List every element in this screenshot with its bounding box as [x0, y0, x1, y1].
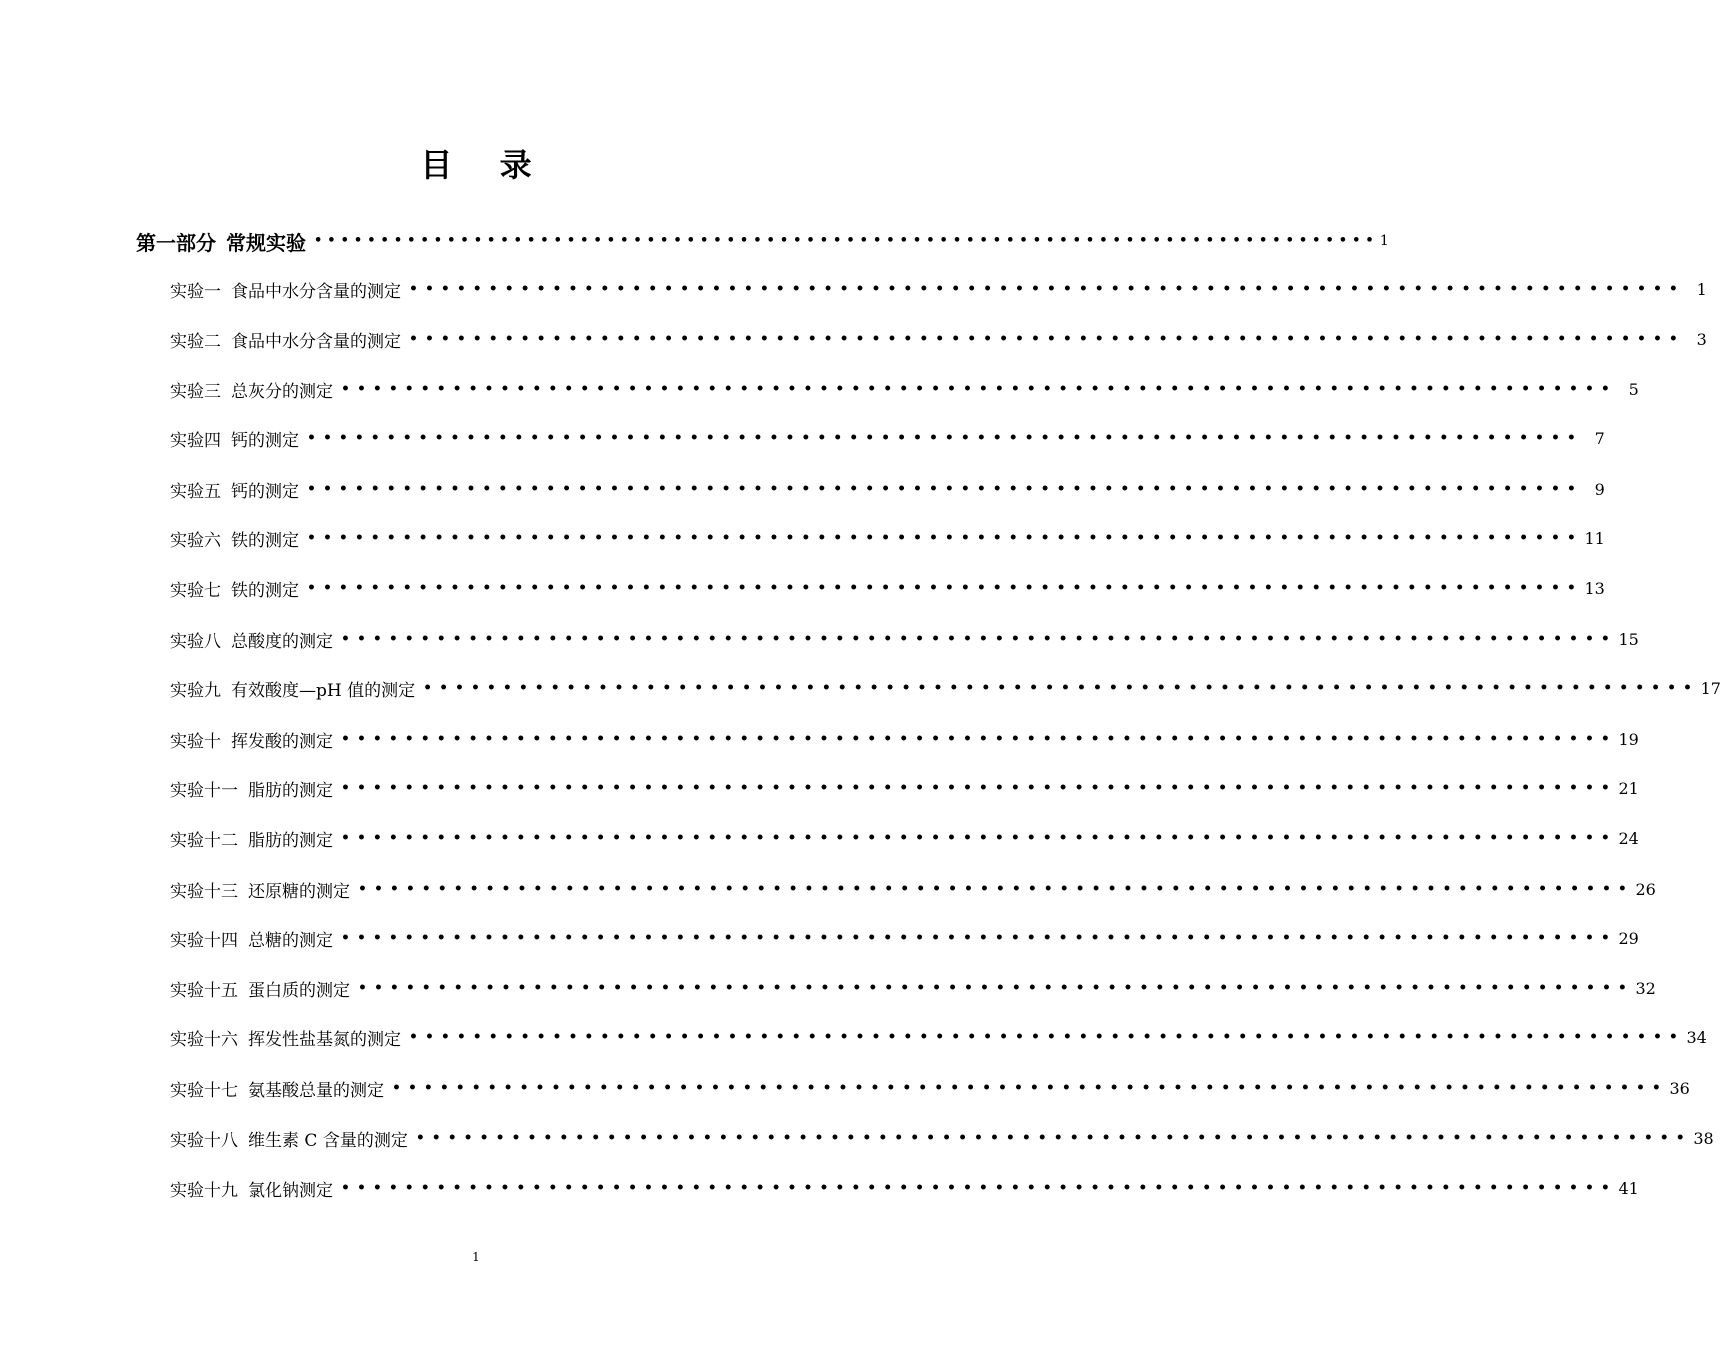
entry-number: 实验十六	[170, 1029, 238, 1050]
dot-leader: ••••••••••••••••••••••••••••••••••••••••••••••••••••••••••••••••••••••••••••••••	[341, 731, 1617, 747]
entry-name: 总灰分的测定	[231, 381, 333, 402]
dot-leader: ••••••••••••••••••••••••••••••••••••••••••••••••••••••••••••••••••••••••••••••••	[423, 680, 1699, 696]
toc-entry[interactable]	[170, 374, 1639, 404]
entry-text	[170, 727, 341, 752]
dot-leader: ••••••••••••••••••••••••••••••••••••••••••••••••••••••••••••••••••••••••••••••••	[358, 980, 1634, 996]
entry-number: 实验二	[170, 331, 221, 352]
entry-page-number: 9	[1594, 479, 1605, 499]
entry-text	[170, 926, 341, 951]
entry-text	[170, 426, 307, 451]
entry-name: 氨基酸总量的测定	[248, 1080, 384, 1101]
entry-number: 实验九	[170, 680, 221, 701]
entry-name: 有效酸度—pH 值的测定	[231, 680, 416, 701]
entry-number: 实验五	[170, 481, 221, 502]
toc-entry[interactable]	[170, 874, 1656, 904]
entry-name: 食品中水分含量的测定	[231, 331, 401, 352]
entry-page-number: 41	[1618, 1178, 1639, 1198]
entry-text	[170, 976, 358, 1001]
entry-text	[170, 826, 341, 851]
toc-entry[interactable]	[170, 474, 1605, 504]
toc-entry[interactable]	[170, 1022, 1707, 1052]
entry-name: 食品中水分含量的测定	[231, 281, 401, 302]
dot-leader: ••••••••••••••••••••••••••••••••••••••••••••••••••••••••••••••••••••••••••••••••	[415, 1130, 1692, 1146]
entry-name: 钙的测定	[231, 481, 299, 502]
dot-leader: ••••••••••••••••••••••••••••••••••••••••••••••••••••••••••••••••••••••••••••••••	[358, 881, 1634, 897]
entry-number: 实验七	[170, 580, 221, 601]
entry-name: 铁的测定	[231, 580, 299, 601]
dot-leader: ••••••••••••••••••••••••••••••••••••••••••••••••••••••••••••••••••••••••••••••••	[409, 281, 1685, 297]
part-text	[136, 227, 314, 256]
entry-name: 维生素 C 含量的测定	[248, 1130, 408, 1151]
entry-text	[170, 776, 341, 801]
entry-page-number: 19	[1618, 729, 1639, 749]
entry-number: 实验十八	[170, 1130, 238, 1151]
entry-number: 实验十一	[170, 780, 238, 801]
toc-part-entry[interactable]	[136, 226, 1389, 256]
entry-page-number: 11	[1584, 528, 1605, 548]
toc-title: 目 录	[420, 146, 550, 184]
entry-page-number: 5	[1628, 379, 1639, 399]
entry-name: 钙的测定	[231, 430, 299, 451]
entry-page-number: 3	[1696, 329, 1707, 349]
entry-text	[170, 1126, 416, 1151]
toc-entry[interactable]	[170, 724, 1639, 754]
entry-text	[170, 1076, 392, 1101]
entry-number: 实验十五	[170, 980, 238, 1001]
dot-leader: ••••••••••••••••••••••••••••••••••••••••••••••••••••••••••••••••••••••••••••••••	[307, 481, 1583, 497]
entry-page-number: 17	[1700, 678, 1721, 698]
entry-name: 铁的测定	[231, 530, 299, 551]
toc-entry[interactable]	[170, 823, 1639, 853]
toc-entry[interactable]	[170, 1173, 1639, 1203]
entry-text	[170, 477, 307, 502]
entry-number: 实验一	[170, 281, 221, 302]
dot-leader: ••••••••••••••••••••••••••••••••••••••••••••••••••••••••••••••••••••••••••••••••	[307, 530, 1583, 546]
entry-page-number: 26	[1635, 879, 1656, 899]
toc-entry[interactable]	[170, 673, 1721, 703]
entry-page-number: 32	[1635, 978, 1656, 998]
toc-entry[interactable]	[170, 274, 1707, 304]
entry-number: 实验十三	[170, 881, 238, 902]
entry-number: 实验十二	[170, 830, 238, 851]
entry-page-number: 36	[1669, 1078, 1690, 1098]
entry-name: 总酸度的测定	[231, 631, 333, 652]
entry-text	[170, 576, 307, 601]
entry-number: 实验十九	[170, 1180, 238, 1201]
toc-entry[interactable]	[170, 423, 1605, 453]
entry-name: 蛋白质的测定	[248, 980, 350, 1001]
dot-leader: ••••••••••••••••••••••••••••••••••••••••••••••••••••••••••••••••••••••••••••••••	[307, 430, 1583, 446]
entry-name: 还原糖的测定	[248, 881, 350, 902]
entry-number: 实验三	[170, 381, 221, 402]
entry-number: 实验四	[170, 430, 221, 451]
dot-leader: ••••••••••••••••••••••••••••••••••••••••••••••••••••••••••••••••••••••••••••••••	[409, 1029, 1685, 1045]
entry-page-number: 13	[1584, 578, 1605, 598]
entry-text	[170, 877, 358, 902]
entry-number: 实验十七	[170, 1080, 238, 1101]
entry-page-number: 38	[1693, 1128, 1714, 1148]
entry-name: 挥发性盐基氮的测定	[248, 1029, 401, 1050]
dot-leader: ••••••••••••••••••••••••••••••••••••••••••••••••••••••••••••••••••••••••••••••••	[341, 381, 1617, 397]
part-label: 第一部分	[136, 230, 216, 255]
entry-name: 脂肪的测定	[248, 780, 333, 801]
entry-text	[170, 327, 409, 352]
dot-leader: ••••••••••••••••••••••••••••••••••••••••••••••••••••••••••••••••••••••••••••••••	[409, 331, 1685, 347]
toc-entry[interactable]	[170, 324, 1707, 354]
entry-page-number: 1	[1696, 279, 1707, 299]
toc-entry[interactable]	[170, 624, 1639, 654]
entry-text	[170, 676, 423, 701]
toc-entry[interactable]	[170, 523, 1605, 553]
entry-number: 实验六	[170, 530, 221, 551]
entry-text	[170, 1025, 409, 1050]
toc-entry[interactable]	[170, 1123, 1714, 1153]
entry-page-number: 29	[1618, 928, 1639, 948]
dot-leader: ••••••••••••••••••••••••••••••••••••••••••••••••••••••••••••••••••••••••••••••••	[341, 631, 1617, 647]
toc-entry[interactable]	[170, 773, 1639, 803]
entry-name: 氯化钠测定	[248, 1180, 333, 1201]
toc-entry[interactable]	[170, 573, 1605, 603]
entry-number: 实验八	[170, 631, 221, 652]
entry-name: 脂肪的测定	[248, 830, 333, 851]
dot-leader: ••••••••••••••••••••••••••••••••••••••••••••••••••••••••••••••••••••••••••••••••	[341, 830, 1617, 846]
entry-page-number: 34	[1686, 1027, 1707, 1047]
entry-text	[170, 526, 307, 551]
entry-page-number: 15	[1618, 629, 1639, 649]
part-page-number: 1	[1379, 233, 1389, 249]
dot-leader: ••••••••••••••••••••••••••••••••••••••••••••••••••••••••••••••••••••••••••••••••	[392, 1080, 1668, 1096]
entry-name: 总糖的测定	[248, 930, 333, 951]
entry-name: 挥发酸的测定	[231, 731, 333, 752]
entry-page-number: 7	[1594, 428, 1605, 448]
dot-leader: ••••••••••••••••••••••••••••••••••••••••••••••••••••••••••••••••••••••••••••••••	[341, 780, 1617, 796]
entry-number: 实验十四	[170, 930, 238, 951]
entry-page-number: 24	[1618, 828, 1639, 848]
entry-page-number: 21	[1618, 778, 1639, 798]
dot-leader: ••••••••••••••••••••••••••••••••••••••••••••••••••••••••••••••••••••••••••••••••	[341, 930, 1617, 946]
entry-text	[170, 277, 409, 302]
entry-number: 实验十	[170, 731, 221, 752]
dot-leader: ••••••••••••••••••••••••••••••••••••••••••••••••••••••••••••••••••••••••••••••••	[341, 1180, 1617, 1196]
footer-page-number: 1	[472, 1250, 480, 1264]
entry-text	[170, 627, 341, 652]
dot-leader: ••••••••••••••••••••••••••••••••••••••••••••••••••••••••••••••••••••••••••••••••	[307, 580, 1583, 596]
entry-text	[170, 1176, 341, 1201]
toc-entry[interactable]	[170, 923, 1639, 953]
toc-entry[interactable]	[170, 973, 1656, 1003]
part-name: 常规实验	[226, 230, 306, 255]
toc-entry[interactable]	[170, 1073, 1690, 1103]
dot-leader: ••••••••••••••••••••••••••••••••••••••••••••••••••••••••••••••••••••••••••••••••	[314, 233, 1379, 248]
entry-text	[170, 377, 341, 402]
